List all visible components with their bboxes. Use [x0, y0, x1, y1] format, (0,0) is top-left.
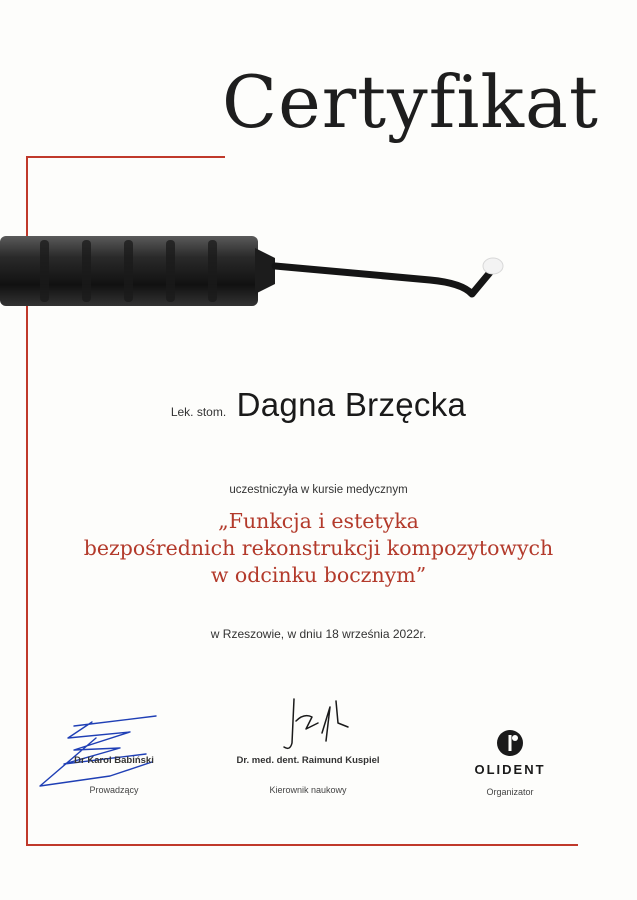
- course-title-line: w odcinku bocznym”: [210, 563, 427, 587]
- organizer-logo-text: OLIDENT: [474, 762, 546, 777]
- signatory-role: Prowadzący: [89, 785, 139, 795]
- organizer-role: Organizator: [486, 787, 534, 797]
- certificate-title: Certyfikat: [222, 60, 599, 144]
- signature-kuspiel: [282, 693, 354, 753]
- signatory-name: Dr. med. dent. Raimund Kuspiel: [236, 755, 380, 766]
- signatory-kuspiel: [208, 755, 408, 795]
- frame-top-line: [26, 156, 225, 158]
- organizer: [450, 762, 570, 797]
- course-title-line: „Funkcja i estetyka: [218, 509, 419, 533]
- recipient-name: Dagna Brzęcka: [236, 386, 467, 423]
- dental-instrument-icon: [0, 222, 520, 322]
- recipient-prefix: Lek. stom.: [170, 405, 227, 419]
- frame-bottom-line: [26, 844, 578, 846]
- olident-logo-icon: [495, 728, 525, 758]
- course-title: [0, 508, 637, 589]
- signatory-babinski: [34, 755, 194, 795]
- signatory-name: Dr Karol Babiński: [74, 755, 154, 766]
- participation-text: uczestniczyła w kursie medycznym: [229, 484, 408, 496]
- signatory-role: Kierownik naukowy: [269, 785, 347, 795]
- place-date: w Rzeszowie, w dniu 18 września 2022r.: [210, 627, 427, 641]
- course-title-line: bezpośrednich rekonstrukcji kompozytowych: [83, 536, 554, 560]
- recipient: [0, 386, 637, 424]
